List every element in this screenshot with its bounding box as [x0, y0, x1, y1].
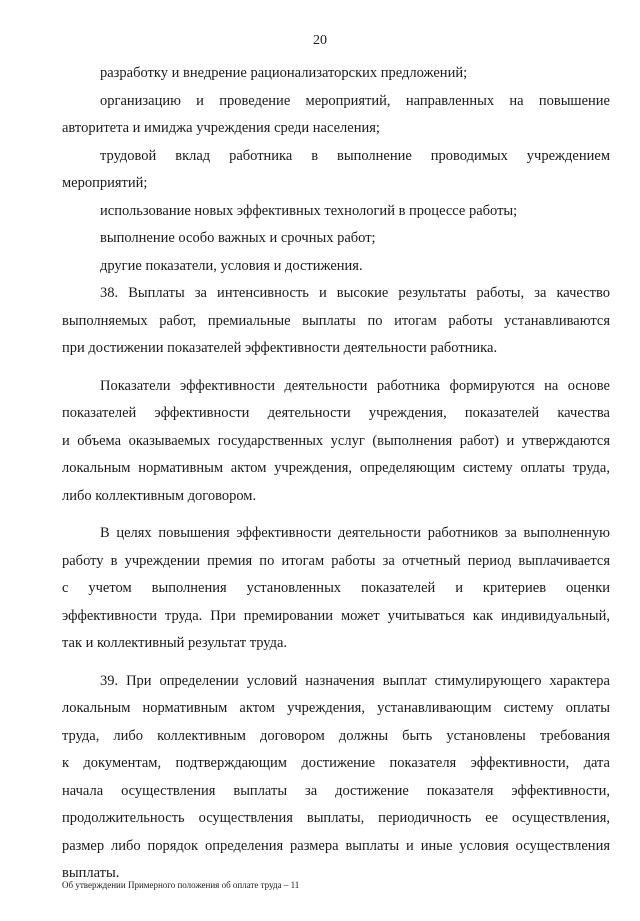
text-line: и объема оказываемых государственных услуг (выполнения работ) и утверждаются [62, 432, 610, 449]
text-line: трудовой вклад работника в выполнение проводимых учреждением [100, 147, 610, 164]
paragraph-38-line: выполняемых работ, премиальные выплаты по итогам работы устанавливаются [62, 312, 610, 329]
paragraph-38-line: 38. Выплаты за интенсивность и высокие результаты работы, за качество [100, 285, 610, 301]
paragraph-39-line: труда, либо коллективным договором должны быть установлены требования [62, 727, 610, 744]
paragraph-38-line: при достижении показателей эффективности деятельности работника. [62, 340, 498, 356]
paragraph-39-line: выплаты. [62, 865, 120, 881]
text-line: организацию и проведение мероприятий, направленных на повышение [100, 92, 610, 109]
paragraph-39-line: локальным нормативным актом учреждения, устанавливающим систему оплаты [62, 700, 610, 716]
text-line: локальным нормативным актом учреждения, определяющим систему оплаты труда, [62, 460, 610, 476]
text-line: эффективности труда. При премировании может учитываться как индивидуальный, [62, 607, 610, 624]
text-line: мероприятий; [62, 175, 148, 191]
text-line: разработку и внедрение рационализаторских предложений; [100, 65, 468, 81]
paragraph-39-line: начала осуществления выплаты за достижение показателя эффективности, [62, 782, 610, 799]
paragraph-39-line: 39. При определении условий назначения выплат стимулирующего характера [100, 672, 610, 689]
text-line: В целях повышения эффективности деятельности работников за выполненную [100, 525, 610, 541]
paragraph-39-line: размер либо порядок определения размера выплаты и иные условия осуществления [62, 837, 610, 854]
paragraph-39-line: к документам, подтверждающим достижение показателя эффективности, дата [62, 755, 610, 771]
page-number: 20 [313, 33, 327, 48]
paragraph-39-line: продолжительность осуществления выплаты, периодичность ее осуществления, [62, 810, 610, 826]
document-body [62, 60, 610, 888]
text-line: авторитета и имиджа учреждения среди населения; [62, 120, 380, 136]
text-line: так и коллективный результат труда. [62, 635, 288, 651]
text-line: использование новых эффективных технологий в процессе работы; [100, 202, 518, 219]
text-line: работу в учреждении премия по итогам работы за отчетный период выплачивается [62, 552, 610, 569]
text-line: с учетом выполнения установленных показателей и критериев оценки [62, 580, 610, 596]
text-line: другие показатели, условия и достижения. [100, 257, 363, 274]
text-line: либо коллективным договором. [62, 487, 257, 504]
text-line: показателей эффективности деятельности учреждения, показателей качества [62, 405, 610, 421]
text-line: выполнение особо важных и срочных работ; [100, 230, 376, 246]
document-footer: Об утверждении Примерного положения об оплате труда – 11 [62, 880, 300, 890]
text-line: Показатели эффективности деятельности работника формируются на основе [100, 377, 610, 394]
